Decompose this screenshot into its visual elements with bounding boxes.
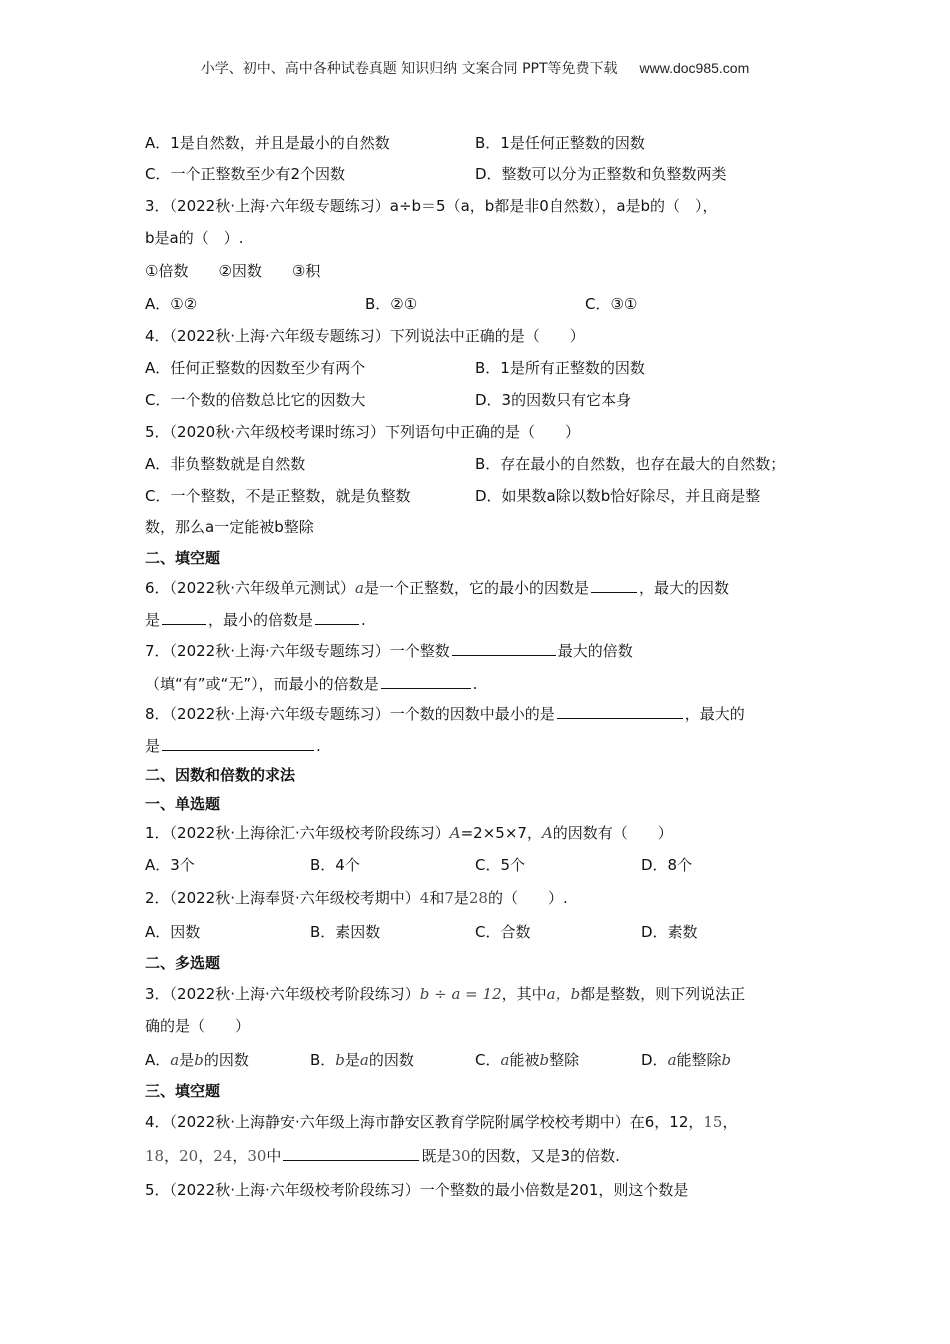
p4-num-30b: 30: [451, 1147, 471, 1165]
p3-stem-line2: 确的是（ ）: [145, 1017, 251, 1035]
q7-blank-2[interactable]: [381, 673, 471, 689]
q3-option-a: A．①②: [145, 295, 198, 313]
q4-option-c: C．一个数的倍数总比它的因数大: [145, 391, 366, 409]
p5-stem: 5．（2022秋·上海·六年级校考阶段练习）一个整数的最小倍数是201，则这个数是: [145, 1181, 689, 1199]
p4-num-15: 15: [703, 1113, 723, 1131]
q5-option-a: A．非负整数就是自然数: [145, 455, 306, 473]
p4-num-18: 18: [145, 1147, 165, 1165]
q5-stem: 5．（2020秋·六年级校考课时练习）下列语句中正确的是（ ）: [145, 423, 580, 441]
p3-option-c: [475, 1050, 579, 1070]
q1-option-d: D．整数可以分为正整数和负整数两类: [475, 165, 727, 183]
p3-variables: a，b: [546, 985, 581, 1003]
p4-num-24: 24: [213, 1147, 233, 1165]
p3-option-a: [145, 1050, 249, 1070]
p3-d-var1: a: [667, 1051, 677, 1069]
p4-line2: [145, 1145, 620, 1166]
p2-option-a: A．因数: [145, 923, 201, 941]
p1-option-b: B．4个: [310, 856, 360, 874]
q6-blank-3[interactable]: [315, 609, 359, 625]
q4-option-b: B．1是所有正整数的因数: [475, 359, 645, 377]
p1-variable: A: [449, 824, 461, 842]
p4-blank[interactable]: [283, 1145, 419, 1161]
p3-d-label: D．: [641, 1051, 668, 1069]
q7-text-4: .: [472, 675, 478, 693]
p3-text: ，其中: [501, 985, 547, 1003]
section-single-choice: 一、单选题: [145, 795, 221, 813]
p2-num-4: 4: [419, 889, 430, 907]
q6-text: 是一个正整数，它的最小的因数是: [363, 579, 589, 597]
q6-source: 6．（2022秋·六年级单元测试）: [145, 579, 355, 597]
q3-stem-line1: 3．（2022秋·上海·六年级专题练习）a÷b＝5（a，b都是非0自然数），a是b的（ ），: [145, 197, 718, 215]
p1-option-a: A．3个: [145, 856, 195, 874]
q4-stem: 4．（2022秋·上海·六年级专题练习）下列说法中正确的是（ ）: [145, 327, 585, 345]
p3-text-2: 都是整数，则下列说法正: [580, 985, 746, 1003]
p4-text-2: 中: [266, 1147, 282, 1165]
p3-c-var2: b: [539, 1051, 550, 1069]
q6-text-2: ，最大的因数: [638, 579, 729, 597]
q6-blank-2[interactable]: [162, 609, 206, 625]
p4-num-20: 20: [179, 1147, 199, 1165]
q8-line1: [145, 703, 745, 724]
p3-c-label: C．: [475, 1051, 501, 1069]
p3-c-text-2: 整除: [549, 1051, 580, 1069]
q1-option-a: A．1是自然数，并且是最小的自然数: [145, 134, 390, 152]
q8-line2: [145, 735, 321, 756]
p3-d-var2: b: [721, 1051, 732, 1069]
p4-num-30: 30: [247, 1147, 267, 1165]
q6-variable: a: [355, 579, 364, 597]
q1-option-c: C．一个正整数至少有2个因数: [145, 165, 346, 183]
p1-source: 1．（2022秋·上海徐汇·六年级校考阶段练习）: [145, 824, 450, 842]
q3-option-b: B．②①: [365, 295, 418, 313]
p1-option-d: D．8个: [641, 856, 693, 874]
q6-blank-1[interactable]: [591, 577, 637, 593]
p3-b-label: B．: [310, 1051, 336, 1069]
q4-option-d: D．3的因数只有它本身: [475, 391, 632, 409]
p2-text-3: 的（ ）.: [487, 889, 568, 907]
q1-option-b: B．1是任何正整数的因数: [475, 134, 645, 152]
p1-option-c: C．5个: [475, 856, 526, 874]
p3-d-text: 能整除: [676, 1051, 722, 1069]
p3-a-text: 是: [179, 1051, 195, 1069]
p2-num-28: 28: [468, 889, 488, 907]
q6-text-5: .: [361, 611, 366, 629]
q5-option-d: D．如果数a除以数b恰好除尽，并且商是整: [475, 487, 761, 505]
section-factor-multiple: 二、因数和倍数的求法: [145, 766, 296, 784]
p3-b-text-2: 的因数: [368, 1051, 414, 1069]
p3-c-text: 能被: [509, 1051, 540, 1069]
p3-b-var1: b: [335, 1051, 345, 1069]
p1-stem: [145, 823, 673, 843]
p3-a-var1: a: [170, 1051, 180, 1069]
header-text: 小学、初中、高中各种试卷真题 知识归纳 文案合同 PPT等免费下载: [200, 61, 618, 77]
q6-line1: [145, 577, 729, 598]
p3-option-d: [641, 1050, 731, 1070]
q7-blank-1[interactable]: [452, 640, 556, 656]
p2-text: 和: [429, 889, 445, 907]
p4-sep-3: ，: [232, 1147, 248, 1165]
p2-option-c: C．合数: [475, 923, 531, 941]
header-site-link[interactable]: www.doc985.com: [639, 60, 750, 76]
q6-text-4: ，最小的倍数是: [208, 611, 314, 629]
p2-option-b: B．素因数: [310, 923, 381, 941]
q3-option-c: C．③①: [585, 295, 638, 313]
q7-line2: [145, 673, 477, 694]
p3-a-var2: b: [194, 1051, 204, 1069]
q5-option-c: C．一个整数，不是正整数，就是负整数: [145, 487, 411, 505]
p2-num-7: 7: [444, 889, 454, 907]
p3-a-text-2: 的因数: [203, 1051, 249, 1069]
q5-option-b: B．存在最小的自然数，也存在最大的自然数；: [475, 455, 786, 473]
q3-choices: ①倍数 ②因数 ③积: [145, 262, 321, 280]
q8-text: 8．（2022秋·上海·六年级专题练习）一个数的因数中最小的是: [145, 705, 555, 723]
q6-line2: [145, 609, 366, 630]
q8-text-2: ，最大的: [684, 705, 745, 723]
p2-source: 2．（2022秋·上海奉贤·六年级校考期中）: [145, 889, 420, 907]
p3-a-label: A．: [145, 1051, 171, 1069]
q7-text-2: 最大的倍数: [557, 642, 633, 660]
q5-option-d-cont: 数，那么a一定能被b整除: [145, 518, 314, 536]
q3-stem-line2: b是a的（ ）.: [145, 229, 244, 247]
p3-option-b: [310, 1050, 414, 1070]
p3-stem-line1: [145, 984, 745, 1004]
section-fill-blank: 二、填空题: [145, 549, 221, 567]
p4-text: 4．（2022秋·上海静安·六年级上海市静安区教育学院附属学校校考期中）在6，12，: [145, 1113, 704, 1131]
q4-option-a: A．任何正整数的因数至少有两个: [145, 359, 366, 377]
q7-line1: [145, 640, 633, 661]
p2-stem: [145, 888, 568, 908]
p3-source: 3．（2022秋·上海·六年级校考阶段练习）: [145, 985, 420, 1003]
p4-text-4: 的因数，又是3的倍数.: [470, 1147, 620, 1165]
page-header: [0, 58, 950, 78]
p1-variable-2: A: [541, 824, 553, 842]
p3-expression: b ÷ a = 12: [419, 985, 502, 1003]
p4-sep-1: ，: [164, 1147, 180, 1165]
q8-text-4: .: [316, 737, 321, 755]
p4-text-3: 既是: [421, 1147, 452, 1165]
section-fill-blank-2: 三、填空题: [145, 1082, 221, 1100]
p2-text-2: 是: [453, 889, 469, 907]
q8-blank-1[interactable]: [557, 703, 683, 719]
p4-sep-2: ，: [198, 1147, 214, 1165]
p1-text: 的因数有（ ）: [552, 824, 673, 842]
p3-b-var2: a: [359, 1051, 369, 1069]
p2-option-d: D．素数: [641, 923, 698, 941]
p1-expr: =2×5×7，: [460, 824, 542, 842]
p3-b-text: 是: [344, 1051, 360, 1069]
p4-sep: ，: [722, 1113, 738, 1131]
p4-line1: [145, 1112, 738, 1132]
q7-text-3: （填“有”或“无”），而最小的倍数是: [145, 675, 379, 693]
section-multi-choice: 二、多选题: [145, 954, 221, 972]
q7-text: 7．（2022秋·上海·六年级专题练习）一个整数: [145, 642, 450, 660]
p3-c-var1: a: [500, 1051, 510, 1069]
q8-text-3: 是: [145, 737, 161, 755]
q6-text-3: 是: [145, 611, 161, 629]
q8-blank-2[interactable]: [162, 735, 314, 751]
